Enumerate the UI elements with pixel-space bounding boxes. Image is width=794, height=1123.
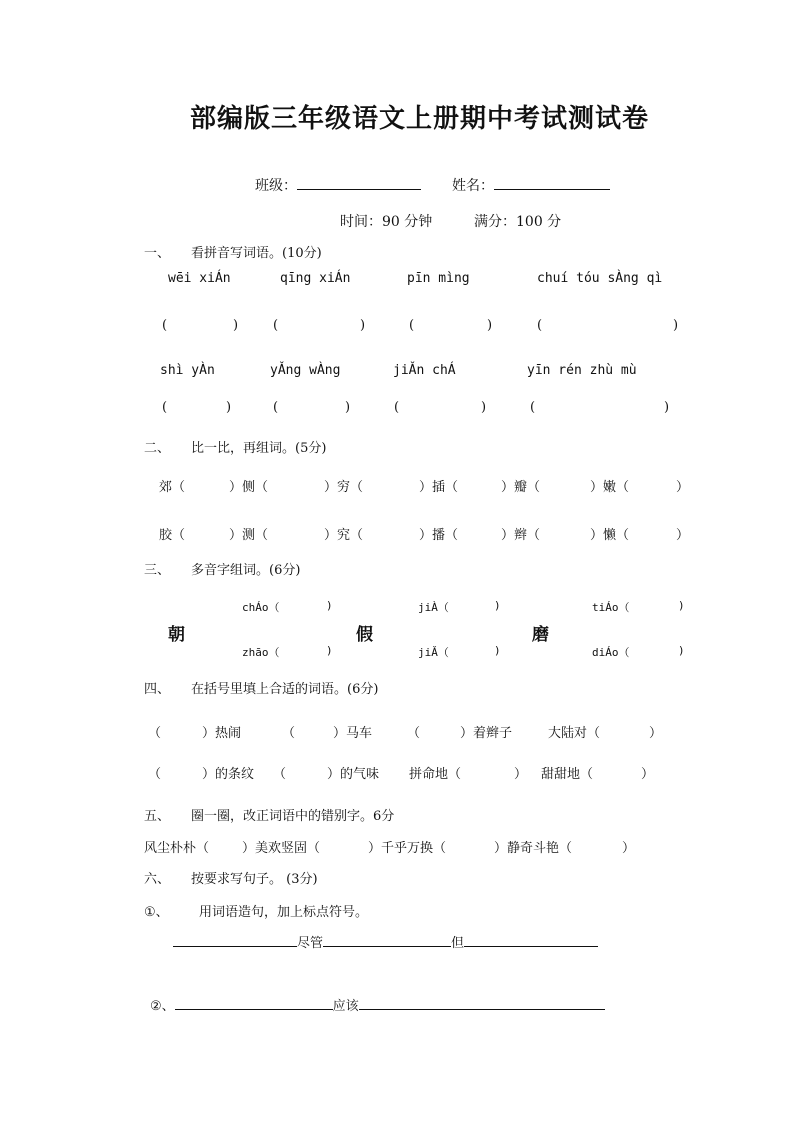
sentence-word: 应该: [332, 999, 359, 1014]
answer-paren-open[interactable]: (: [273, 400, 279, 415]
section-5-number: 五、: [144, 809, 171, 824]
fill-cell: （: [273, 767, 287, 782]
fill-cell: ）着辫子: [460, 726, 513, 741]
answer-paren-open[interactable]: (: [162, 318, 168, 333]
polyphone-char: 朝: [168, 625, 185, 645]
section-6-title: 按要求写句子。 (3分): [191, 872, 318, 887]
section-2-title: 比一比，再组词。(5分): [191, 441, 327, 456]
fill-cell: 大陆对（: [548, 726, 601, 741]
question-1-text: 用词语造句，加上标点符号。: [199, 905, 369, 920]
sentence-word: 尽管: [297, 936, 324, 951]
section-6-number: 六、: [144, 872, 171, 887]
typo-cell: ）美欢竖固（: [242, 841, 321, 856]
typo-cell: ）千乎万换（: [368, 841, 447, 856]
section-3-title: 多音字组词。(6分): [191, 563, 301, 578]
compare-cell: ）播（: [419, 528, 459, 543]
name-blank[interactable]: [494, 175, 610, 190]
section-3-number: 三、: [144, 563, 171, 578]
compare-cell: ）侧（: [229, 480, 269, 495]
sentence-blank[interactable]: [175, 996, 333, 1010]
compare-cell: ）瓣（: [501, 480, 541, 495]
reading-close: ): [494, 599, 501, 612]
compare-cell: ）: [676, 528, 690, 543]
fill-cell: ）: [514, 767, 528, 782]
reading-option: tiÁo（: [592, 601, 630, 614]
sentence-1: [173, 932, 598, 951]
sentence-word: 但: [451, 936, 465, 951]
section-4-number: 四、: [144, 682, 171, 697]
pinyin-item: qīng xiÁn: [280, 271, 351, 286]
fill-cell: ）马车: [333, 726, 373, 741]
answer-paren-open[interactable]: (: [273, 318, 279, 333]
fill-cell: ）: [641, 767, 655, 782]
reading-close: ): [494, 644, 501, 657]
answer-paren-close: ): [487, 318, 493, 333]
fill-cell: 甜甜地（: [541, 767, 594, 782]
question-1-number: ①、: [144, 905, 169, 920]
answer-paren-close: ): [233, 318, 239, 333]
name-field: [452, 175, 610, 195]
score-label: 满分：100 分: [474, 214, 562, 230]
typo-cell: ）: [622, 841, 636, 856]
sentence-blank[interactable]: [359, 996, 605, 1010]
pinyin-item: shì yÀn: [160, 363, 215, 378]
answer-paren-close: ): [481, 400, 487, 415]
answer-paren-close: ): [226, 400, 232, 415]
sentence-blank[interactable]: [464, 933, 598, 947]
section-4-title: 在括号里填上合适的词语。(6分): [191, 682, 379, 697]
pinyin-item: jiǍn chÁ: [393, 363, 456, 378]
compare-cell: 胶（: [159, 528, 186, 543]
reading-close: ): [326, 644, 333, 657]
section-5-title: 圈一圈，改正词语中的错别字。6分: [191, 809, 395, 824]
class-label: 班级：: [255, 178, 297, 194]
fill-cell: ）的条纹: [202, 767, 255, 782]
answer-paren-open[interactable]: (: [409, 318, 415, 333]
compare-cell: ）插（: [419, 480, 459, 495]
compare-cell: ）穷（: [324, 480, 364, 495]
fill-cell: （: [148, 767, 162, 782]
compare-cell: ）测（: [229, 528, 269, 543]
section-1-number: 一、: [144, 246, 171, 261]
question-2-number: ②、: [150, 999, 175, 1014]
pinyin-item: wēi xiÁn: [168, 271, 231, 286]
pinyin-item: yīn rén zhù mù: [527, 363, 637, 378]
answer-paren-open[interactable]: (: [162, 400, 168, 415]
typo-cell: 风尘朴朴（: [144, 841, 210, 856]
class-blank[interactable]: [297, 175, 421, 190]
page-title: 部编版三年级语文上册期中考试测试卷: [190, 104, 650, 134]
polyphone-char: 假: [356, 625, 373, 645]
reading-close: ): [678, 644, 685, 657]
reading-close: ): [326, 599, 333, 612]
reading-close: ): [678, 599, 685, 612]
reading-option: jiÀ（: [418, 601, 449, 614]
fill-cell: ）: [649, 726, 663, 741]
name-label: 姓名：: [452, 178, 494, 194]
section-1-title: 看拼音写词语。(10分): [191, 246, 322, 261]
answer-paren-close: ): [664, 400, 670, 415]
compare-cell: ）: [676, 480, 690, 495]
reading-option: chÁo（: [242, 601, 280, 614]
polyphone-char: 磨: [532, 625, 549, 645]
reading-option: jiǍ（: [418, 646, 449, 659]
reading-option: diÁo（: [592, 646, 630, 659]
sentence-2: [150, 995, 605, 1014]
compare-cell: 郊（: [159, 480, 186, 495]
fill-cell: 拼命地（: [409, 767, 462, 782]
typo-cell: ）静奇斗艳（: [494, 841, 573, 856]
compare-cell: ）嫩（: [590, 480, 630, 495]
pinyin-item: chuí tóu sÀng qì: [537, 271, 663, 286]
compare-cell: ）懒（: [590, 528, 630, 543]
answer-paren-open[interactable]: (: [394, 400, 400, 415]
class-field: [255, 175, 421, 195]
reading-option: zhāo（: [242, 646, 280, 659]
time-label: 时间：90 分钟: [340, 214, 433, 230]
pinyin-item: pīn mìng: [407, 271, 470, 286]
compare-cell: ）辫（: [501, 528, 541, 543]
fill-cell: （: [148, 726, 162, 741]
fill-cell: （: [282, 726, 296, 741]
sentence-blank[interactable]: [323, 933, 451, 947]
answer-paren-close: ): [673, 318, 679, 333]
section-2-number: 二、: [144, 441, 171, 456]
answer-paren-close: ): [345, 400, 351, 415]
fill-cell: ）热闹: [202, 726, 242, 741]
fill-cell: ）的气味: [327, 767, 380, 782]
pinyin-item: yǍng wÀng: [270, 363, 341, 378]
answer-paren-open[interactable]: (: [530, 400, 536, 415]
fill-cell: （: [407, 726, 421, 741]
answer-paren-close: ): [360, 318, 366, 333]
answer-paren-open[interactable]: (: [537, 318, 543, 333]
sentence-blank[interactable]: [173, 933, 297, 947]
compare-cell: ）究（: [324, 528, 364, 543]
